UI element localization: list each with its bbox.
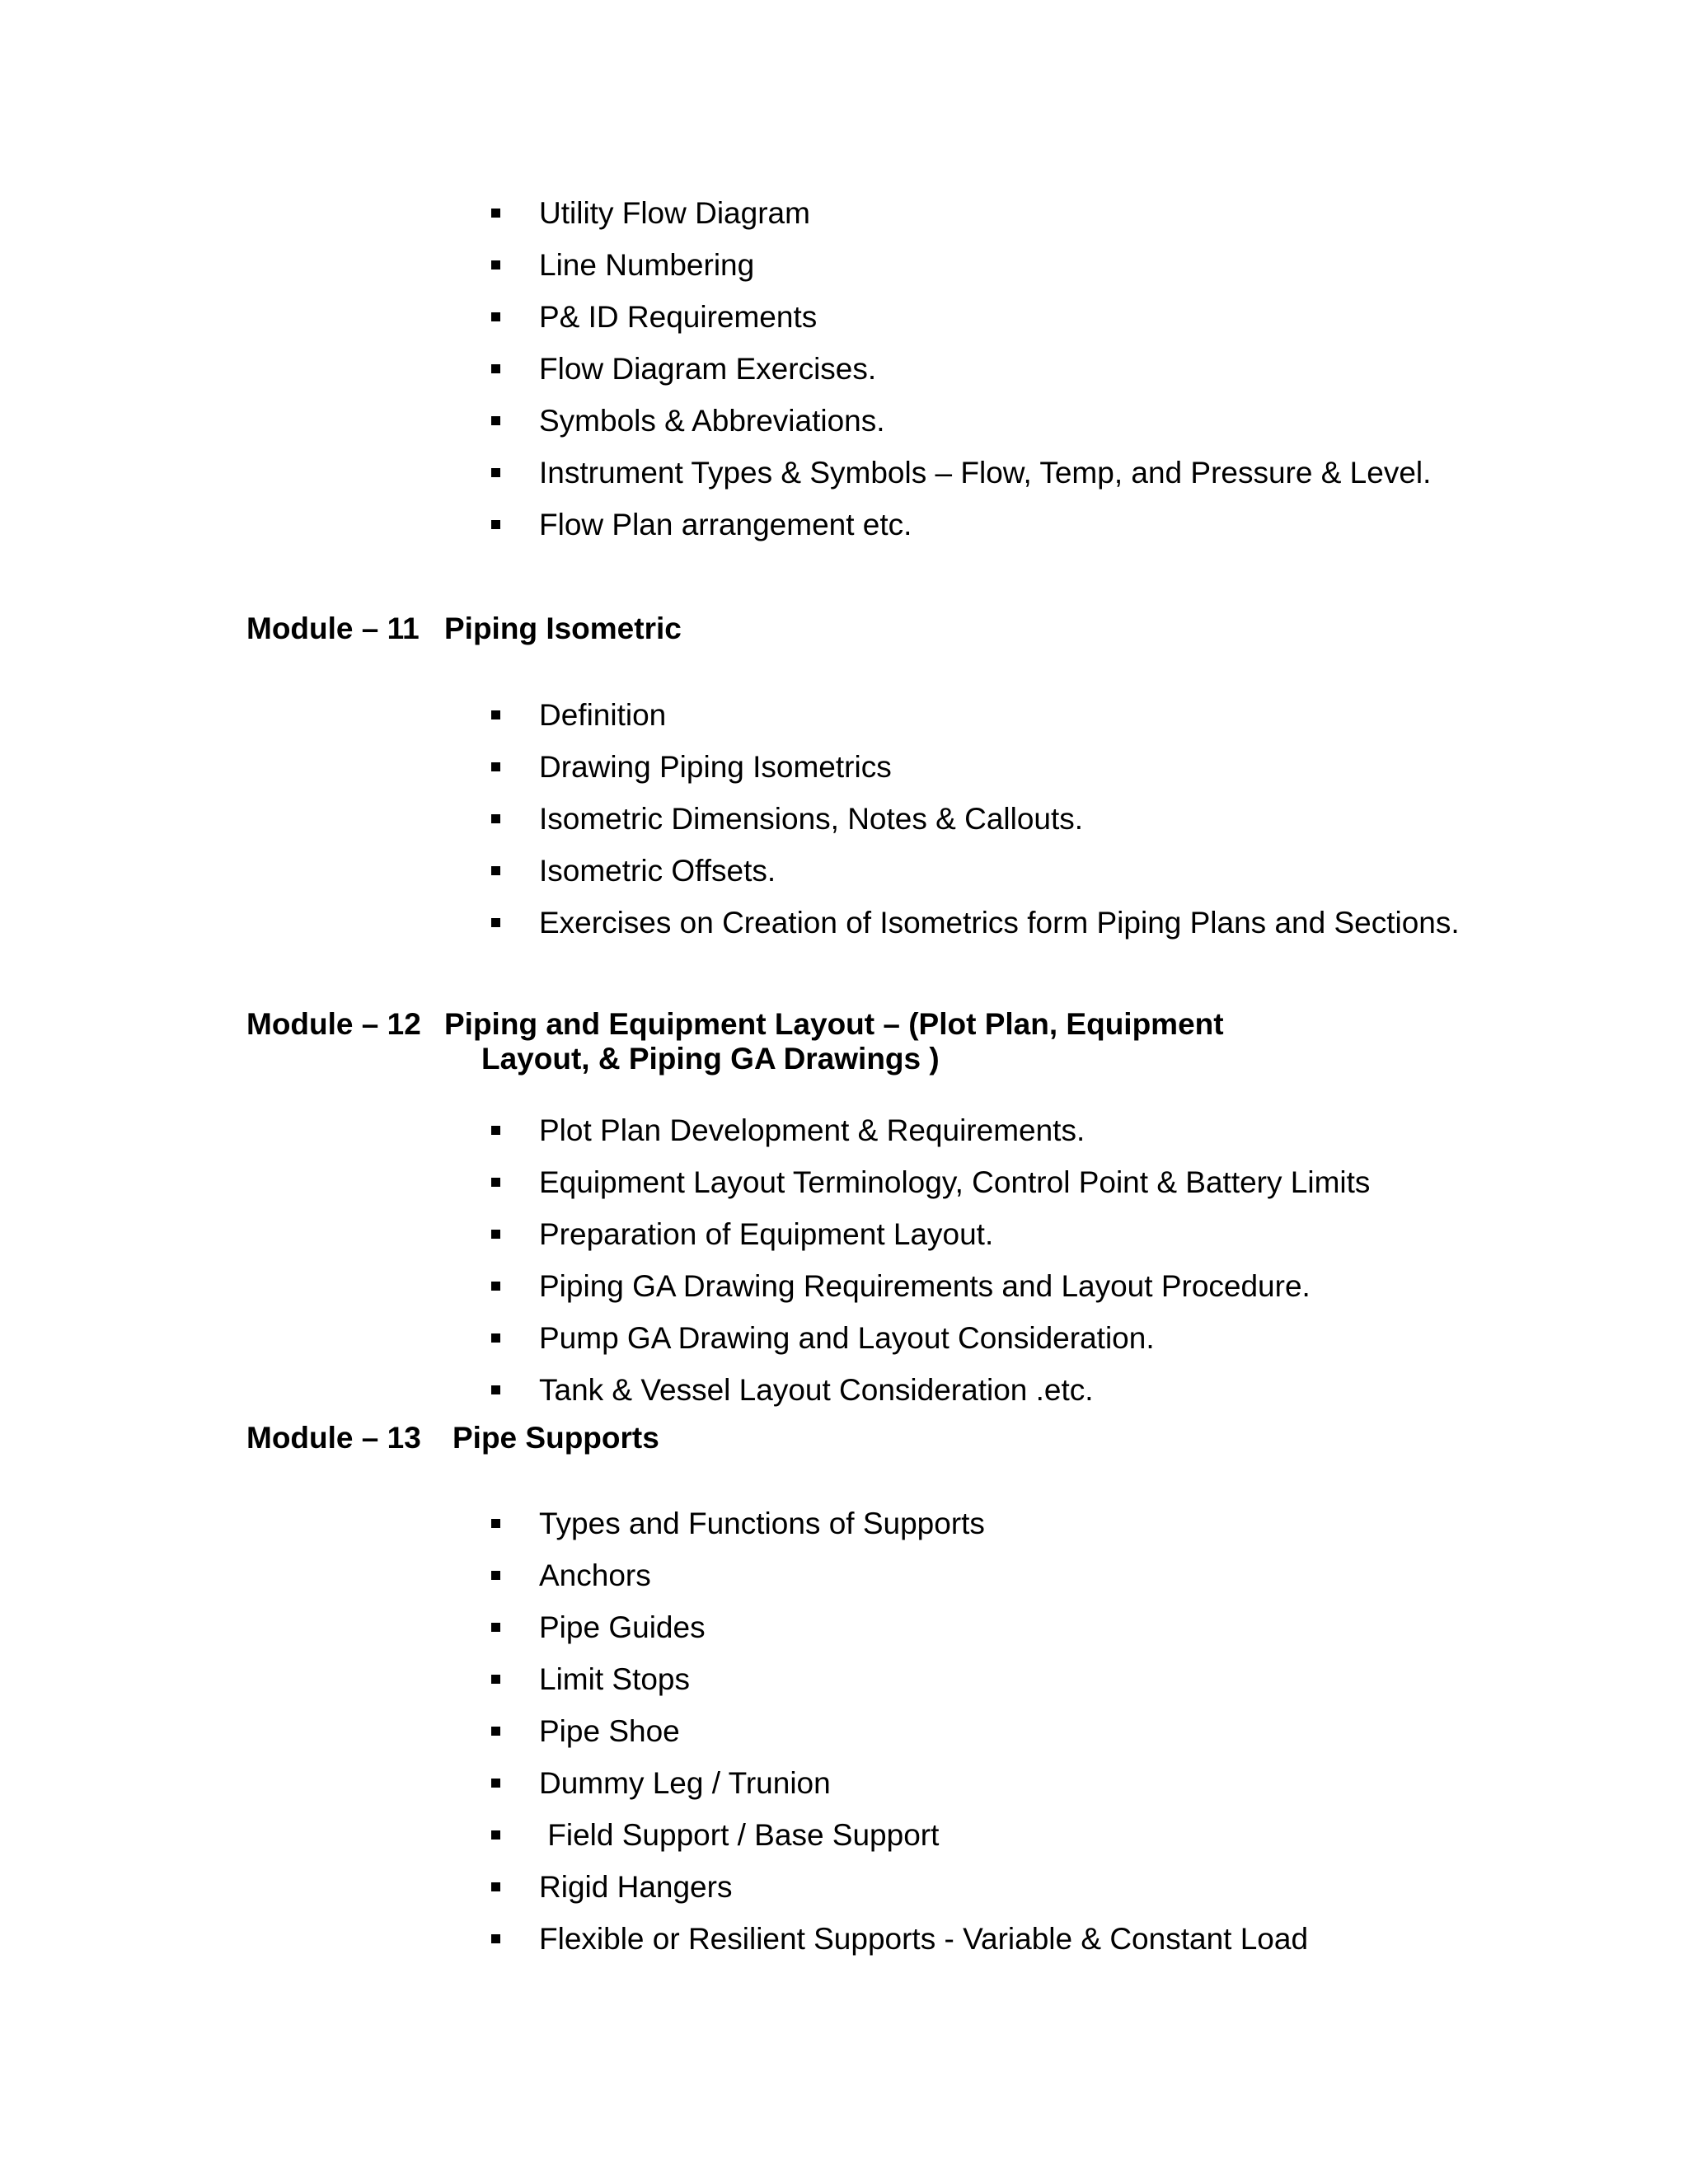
list-item: Pipe Guides — [491, 1601, 1464, 1653]
module-title: Piping Isometric — [444, 612, 682, 645]
square-bullet-icon — [491, 312, 500, 321]
isometric-topics-list — [491, 689, 1464, 949]
list-item: Equipment Layout Terminology, Control Point & Battery Limits — [491, 1156, 1464, 1208]
square-bullet-icon — [491, 1282, 500, 1291]
list-item: Flexible or Resilient Supports - Variable & Constant Load — [491, 1913, 1464, 1965]
list-item: Exercises on Creation of Isometrics form Piping Plans and Sections. — [491, 897, 1464, 949]
list-item: Definition — [491, 689, 1464, 741]
module-title: Pipe Supports — [452, 1421, 659, 1455]
module-13-heading — [246, 1421, 1565, 1455]
list-item: Piping GA Drawing Requirements and Layout Procedure. — [491, 1260, 1464, 1312]
list-item: Limit Stops — [491, 1653, 1464, 1705]
square-bullet-icon — [491, 1230, 500, 1239]
square-bullet-icon — [491, 1623, 500, 1632]
list-item: Types and Functions of Supports — [491, 1497, 1464, 1549]
square-bullet-icon — [491, 710, 500, 719]
layout-topics-list — [491, 1104, 1464, 1416]
list-item: Flow Plan arrangement etc. — [491, 499, 1464, 551]
module-number: Module – 13 — [246, 1421, 421, 1455]
square-bullet-icon — [491, 364, 500, 373]
square-bullet-icon — [491, 1519, 500, 1528]
square-bullet-icon — [491, 260, 500, 269]
pipe-supports-topics-list — [491, 1497, 1464, 1965]
square-bullet-icon — [491, 416, 500, 425]
list-item: Flow Diagram Exercises. — [491, 343, 1464, 395]
list-item: Pipe Shoe — [491, 1705, 1464, 1757]
square-bullet-icon — [491, 468, 500, 477]
square-bullet-icon — [491, 918, 500, 927]
list-item: Drawing Piping Isometrics — [491, 741, 1464, 793]
square-bullet-icon — [491, 1571, 500, 1580]
square-bullet-icon — [491, 209, 500, 218]
square-bullet-icon — [491, 762, 500, 771]
list-item: Utility Flow Diagram — [491, 187, 1464, 239]
square-bullet-icon — [491, 814, 500, 823]
module-11-heading — [246, 612, 1565, 646]
module-12-heading — [246, 1007, 1565, 1076]
module-number: Module – 11 — [246, 612, 420, 645]
module-number: Module – 12 — [246, 1007, 421, 1041]
square-bullet-icon — [491, 520, 500, 529]
square-bullet-icon — [491, 1385, 500, 1394]
square-bullet-icon — [491, 1675, 500, 1684]
list-item: Instrument Types & Symbols – Flow, Temp, and Pressure & Level. — [491, 447, 1464, 499]
flow-diagram-topics-list — [491, 187, 1464, 551]
list-item: Plot Plan Development & Requirements. — [491, 1104, 1464, 1156]
list-item: Isometric Dimensions, Notes & Callouts. — [491, 793, 1464, 845]
list-item: Preparation of Equipment Layout. — [491, 1208, 1464, 1260]
square-bullet-icon — [491, 1178, 500, 1187]
square-bullet-icon — [491, 1333, 500, 1343]
square-bullet-icon — [491, 1126, 500, 1135]
square-bullet-icon — [491, 1830, 500, 1840]
list-item: Tank & Vessel Layout Consideration .etc. — [491, 1364, 1464, 1416]
list-item: Isometric Offsets. — [491, 845, 1464, 897]
list-item: Anchors — [491, 1549, 1464, 1601]
list-item: Line Numbering — [491, 239, 1464, 291]
square-bullet-icon — [491, 1779, 500, 1788]
square-bullet-icon — [491, 866, 500, 875]
square-bullet-icon — [491, 1727, 500, 1736]
square-bullet-icon — [491, 1882, 500, 1891]
square-bullet-icon — [491, 1934, 500, 1943]
list-item: Symbols & Abbreviations. — [491, 395, 1464, 447]
module-title-continuation: Layout, & Piping GA Drawings ) — [481, 1042, 940, 1076]
module-title: Piping and Equipment Layout – (Plot Plan, Equipment — [444, 1007, 1224, 1041]
list-item: Rigid Hangers — [491, 1861, 1464, 1913]
list-item: P& ID Requirements — [491, 291, 1464, 343]
list-item: Dummy Leg / Trunion — [491, 1757, 1464, 1809]
list-item: Field Support / Base Support — [491, 1809, 1464, 1861]
list-item: Pump GA Drawing and Layout Consideration. — [491, 1312, 1464, 1364]
